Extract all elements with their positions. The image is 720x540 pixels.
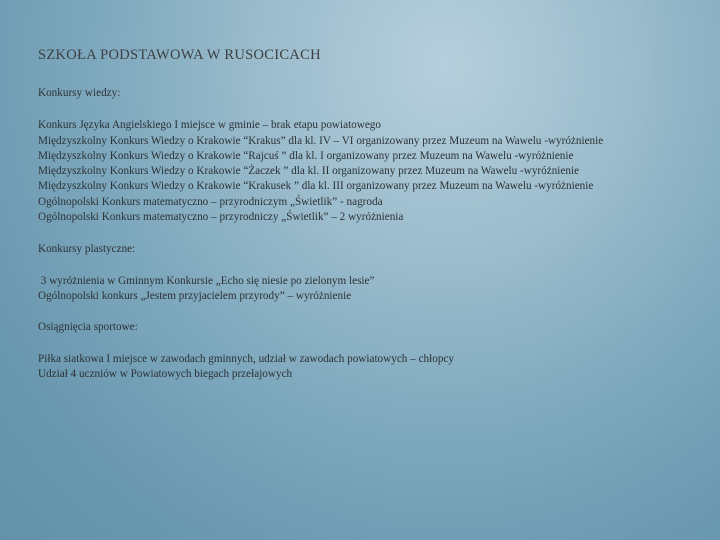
list-item: Ogólnopolski Konkurs matematyczno – przyrodniczym „Świetlik” - nagroda	[38, 195, 383, 208]
list-item: Międzyszkolny Konkurs Wiedzy o Krakowie “Rajcuś ” dla kl. I organizowany przez Muzeum na Wawelu -wyróżnienie	[38, 149, 574, 162]
list-item: Międzyszkolny Konkurs Wiedzy o Krakowie “Krakus” dla kl. IV – VI organizowany przez Muzeum na Wawelu -wyróżnienie	[38, 134, 604, 147]
sports-achievements-list	[38, 352, 698, 383]
knowledge-contests-list	[38, 118, 698, 225]
list-item: Ogólnopolski konkurs „Jestem przyjacielem przyrody” – wyróżnienie	[38, 289, 352, 302]
art-contests-list	[38, 274, 698, 305]
list-item: Międzyszkolny Konkurs Wiedzy o Krakowie “Żaczek ” dla kl. II organizowany przez Muzeum na Wawelu -wyróżnienie	[38, 165, 580, 178]
list-item: Konkurs Języka Angielskiego I miejsce w gminie – brak etapu powiatowego	[38, 119, 381, 132]
list-item: 3 wyróżnienia w Gminnym Konkursie „Echo się niesie po zielonym lesie”	[38, 274, 375, 287]
list-item: Udział 4 uczniów w Powiatowych biegach przełajowych	[38, 367, 293, 380]
slide-title: SZKOŁA PODSTAWOWA W RUSOCICACH	[38, 47, 321, 63]
list-item: Międzyszkolny Konkurs Wiedzy o Krakowie “Krakusek ” dla kl. III organizowany przez Muzeum na Wawelu -wyróżnienie	[38, 180, 594, 193]
section-heading-sports: Osiągnięcia sportowe:	[38, 321, 138, 334]
section-heading-art: Konkursy plastyczne:	[38, 243, 136, 256]
slide-content	[38, 86, 698, 382]
section-heading-knowledge: Konkursy wiedzy:	[38, 87, 121, 99]
list-item: Piłka siatkowa I miejsce w zawodach gminnych, udział w zawodach powiatowych – chłopcy	[38, 352, 454, 365]
list-item: Ogólnopolski Konkurs matematyczno – przyrodniczy „Świetlik” – 2 wyróżnienia	[38, 211, 404, 224]
